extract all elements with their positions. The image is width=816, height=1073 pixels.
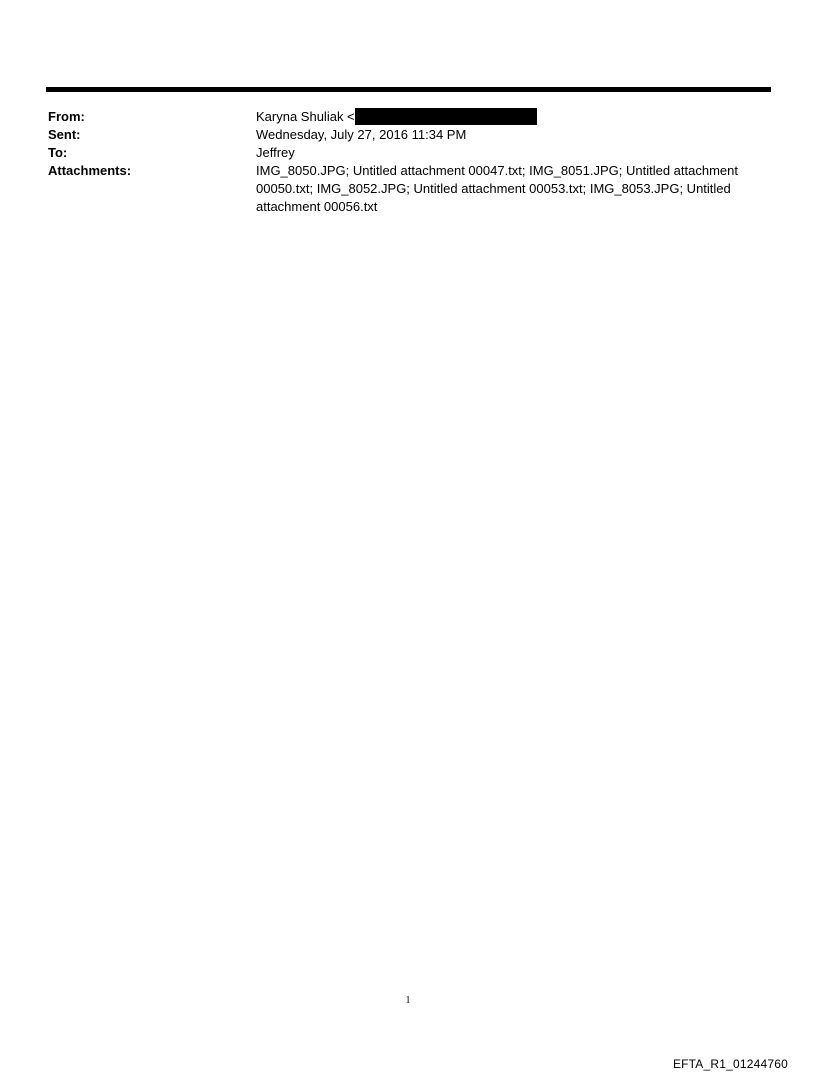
from-row	[48, 108, 748, 126]
from-sender: Karyna Shuliak <	[256, 109, 355, 124]
redaction-box	[355, 108, 537, 125]
email-header	[48, 108, 748, 216]
sent-row	[48, 126, 748, 144]
sent-value: Wednesday, July 27, 2016 11:34 PM	[256, 127, 467, 142]
bates-number: EFTA_R1_01244760	[672, 1057, 788, 1071]
header-divider	[46, 87, 771, 92]
page-number: 1	[405, 995, 411, 1006]
to-label: To:	[48, 145, 68, 160]
sent-label: Sent:	[48, 127, 81, 142]
from-value	[256, 108, 748, 126]
to-row	[48, 144, 748, 162]
attachments-label: Attachments:	[48, 163, 132, 178]
from-label: From:	[48, 109, 85, 124]
to-value: Jeffrey	[256, 145, 295, 160]
attachments-value: IMG_8050.JPG; Untitled attachment 00047.txt; IMG_8051.JPG; Untitled attachment 00050.txt; IMG_8052.JPG; Untitled attachment 00053.txt; IMG_8053.JPG; Untitled attachment 00056.txt	[256, 163, 738, 214]
attachments-row	[48, 162, 748, 216]
